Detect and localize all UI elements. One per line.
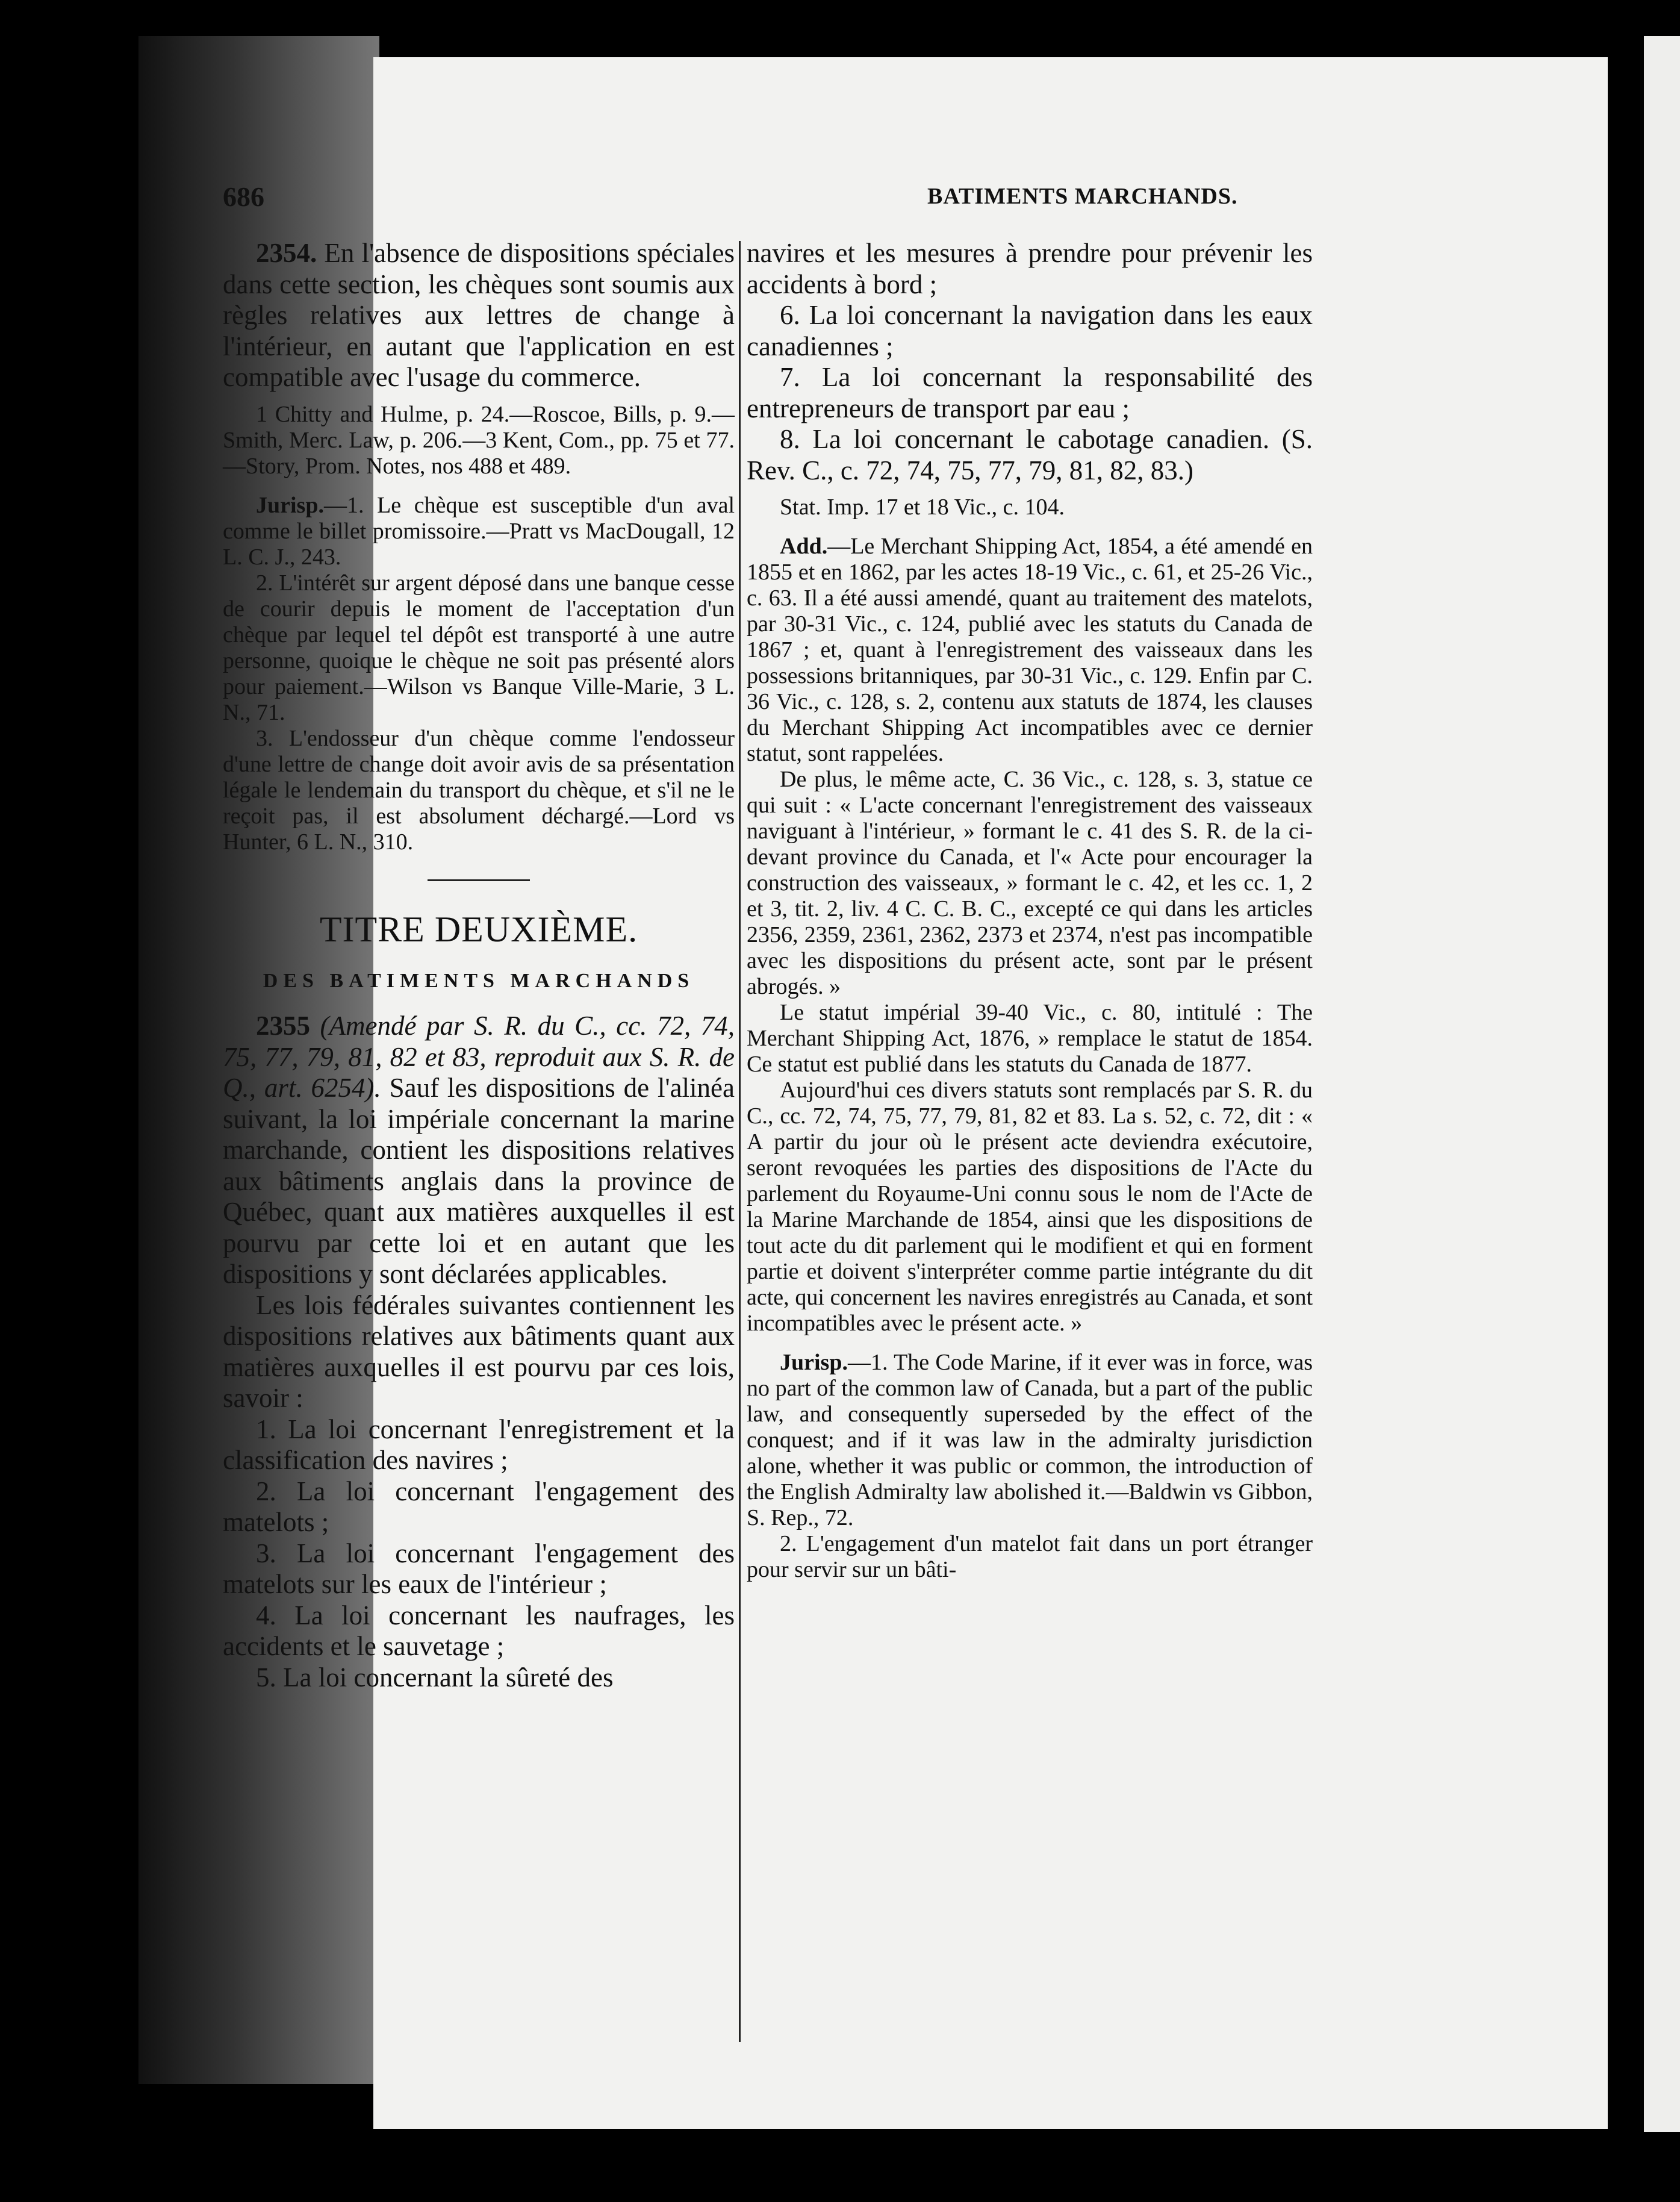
jurisprudence-3: 3. L'endosseur d'un chèque comme l'endosseur d'une lettre de change doit avoir avis de sa présentation légale le lendemain du transport du chèque, et s'il ne le reçoit pas, il est absolument déchargé.—Lord vs Hunter, 6 L. N., 310. bbox=[223, 725, 735, 855]
list-item: 1. La loi concernant l'enregistrement et la classification des navires ; bbox=[223, 1414, 735, 1475]
references: 1 Chitty and Hulme, p. 24.—Roscoe, Bills, p. 9.—Smith, Merc. Law, p. 206.—3 Kent, Com., pp. 75 et 77.—Story, Prom. Notes, nos 488 et 489. bbox=[223, 401, 735, 479]
jurisp-label: Jurisp. bbox=[780, 1350, 848, 1375]
article-2354 bbox=[223, 238, 735, 393]
addition-3: Le statut impérial 39-40 Vic., c. 80, intitulé : The Merchant Shipping Act, 1876, » remplace le statut de 1854. Ce statut est publié dans les statuts du Canada de 1877. bbox=[747, 1000, 1313, 1077]
jurisprudence-2: 2. L'intérêt sur argent déposé dans une banque cesse de courir depuis le moment de l'acceptation d'un chèque par lequel tel dépôt est transporté à une autre personne, quoique le chèque ne soit pas présenté alors pour paiement.—Wilson vs Banque Ville-Marie, 3 L. N., 71. bbox=[223, 570, 735, 725]
jurisprudence-1 bbox=[223, 493, 735, 570]
add-text: —Le Merchant Shipping Act, 1854, a été amendé en 1855 et en 1862, par les actes 18-19 Vic., c. 61, et 25-26 Vic., c. 63. Il a été aussi amendé, quant au traitement des matelots, par 30-31 Vic., c. 124, publié avec les statuts du Canada de 1867 ; et, quant à l'enregistrement des vaisseaux dans les possessions britanniques, par 30-31 Vic., c. 129. Enfin par C. 36 Vic., c. 128, s. 2, contenu aux statuts de 1874, les clauses du Merchant Shipping Act incompatibles avec ce dernier statut, sont rappelées. bbox=[747, 534, 1313, 766]
next-page-edge bbox=[1644, 36, 1680, 2132]
statute-reference: Stat. Imp. 17 et 18 Vic., c. 104. bbox=[780, 494, 1065, 520]
list-item: 8. La loi concernant le cabotage canadien. (S. Rev. C., c. 72, 74, 75, 77, 79, 81, 82, 83.) bbox=[747, 424, 1313, 485]
article-text: En l'absence de dispositions spéciales dans cette section, les chèques sont soumis aux règles relatives aux lettres de change à l'intérieur, en autant que l'application en est compatible avec l'usage du commerce. bbox=[223, 238, 735, 392]
continuation: navires et les mesures à prendre pour prévenir les accidents à bord ; bbox=[747, 238, 1313, 299]
list-item: 3. La loi concernant l'engagement des matelots sur les eaux de l'intérieur ; bbox=[223, 1538, 735, 1599]
list-item: 6. La loi concernant la navigation dans les eaux canadiennes ; bbox=[747, 300, 1313, 361]
title-heading: TITRE DEUXIÈME. bbox=[319, 909, 638, 949]
right-column bbox=[747, 238, 1313, 1583]
addition-1 bbox=[747, 534, 1313, 767]
article-number: 2355 bbox=[256, 1011, 310, 1041]
column-divider bbox=[739, 241, 741, 2042]
article-2355 bbox=[223, 1011, 735, 1290]
jurisp-text: —1. Le chèque est susceptible d'un aval comme le billet promissoire.—Pratt vs MacDougall, 12 L. C. J., 243. bbox=[223, 492, 735, 570]
jurisprudence-2: 2. L'engagement d'un matelot fait dans un port étranger pour servir sur un bâti- bbox=[747, 1531, 1313, 1582]
addition-2: De plus, le même acte, C. 36 Vic., c. 128, s. 3, statue ce qui suit : « L'acte concernant l'enregistrement des vaisseaux naviguant à l'intérieur, » formant le c. 41 des S. R. de la ci-devant province du Canada, et l'« Acte pour encourager la construction des vaisseaux, » formant le c. 42, et les cc. 1, 2 et 3, tit. 2, liv. 4 C. C. B. C., excepté ce qui dans les articles 2356, 2359, 2361, 2362, 2373 et 2374, n'est pas incompatible avec les dispositions du présent acte, sont par le présent abrogés. » bbox=[747, 767, 1313, 999]
list-item: 4. La loi concernant les naufrages, les accidents et le sauvetage ; bbox=[223, 1600, 735, 1661]
addition-4: Aujourd'hui ces divers statuts sont remplacés par S. R. du C., cc. 72, 74, 75, 77, 79, 81, 82 et 83. La s. 52, c. 72, dit : « A partir du jour où le présent acte deviendra exécutoire, seront revoquées les parties des dispositions de l'Acte du parlement du Royaume-Uni connu sous le nom de l'Acte de la Marine Marchande de 1854, ainsi que les dispositions de tout acte du dit parlement qui le modifient et qui en forment partie et doivent s'interpréter comme partie intégrante du dit acte, qui concernent les navires enregistrés au Canada, et sont incompatibles avec le présent acte. » bbox=[747, 1078, 1313, 1336]
running-head bbox=[223, 181, 1614, 223]
jurisprudence-1 bbox=[747, 1350, 1313, 1531]
article-number: 2354. bbox=[256, 238, 317, 268]
list-item: 2. La loi concernant l'engagement des matelots ; bbox=[223, 1476, 735, 1537]
subtitle-heading: DES BATIMENTS MARCHANDS bbox=[263, 969, 695, 992]
list-item: 5. La loi concernant la sûreté des bbox=[256, 1662, 614, 1692]
running-title: BATIMENTS MARCHANDS. bbox=[927, 184, 1238, 209]
left-column bbox=[223, 238, 735, 1693]
page-number: 686 bbox=[223, 181, 264, 212]
article-note: (Amendé par S. R. du C., cc. 72, 74, 75, 77, 79, 81, 82 et 83, reproduit aux S. R. de Q., art. 6254). bbox=[223, 1011, 735, 1103]
article-text: Sauf les dispositions de l'alinéa suivant, la loi impériale concernant la marine marchande, contient les dispositions relatives aux bâtiments anglais dans la province de Québec, quant aux matières auxquelles il est pourvu par cette loi et en autant que les dispositions y sont déclarées applicables. bbox=[223, 1073, 735, 1289]
list-item: 7. La loi concernant la responsabilité des entrepreneurs de transport par eau ; bbox=[747, 362, 1313, 423]
add-label: Add. bbox=[780, 534, 828, 559]
paragraph: Les lois fédérales suivantes contiennent les dispositions relatives aux bâtiments quant aux matières auxquelles il est pourvu par ces lois, savoir : bbox=[223, 1290, 735, 1413]
jurisp-text: —1. The Code Marine, if it ever was in force, was no part of the common law of Canada, but a part of the public law, and consequently superseded by the effect of the conquest; and if it was law in the admiralty jurisdiction alone, whether it was public or common, the introduction of the English Admiralty law abolished it.—Baldwin vs Gibbon, S. Rep., 72. bbox=[747, 1350, 1313, 1530]
section-rule bbox=[428, 879, 530, 881]
jurisp-label: Jurisp. bbox=[256, 492, 324, 518]
